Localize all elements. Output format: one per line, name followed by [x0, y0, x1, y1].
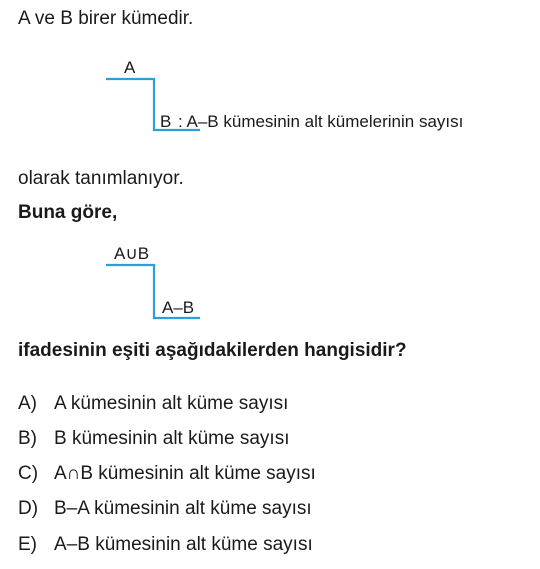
option-text: A∩B kümesinin alt küme sayısı [54, 463, 316, 484]
question-text: ifadesinin eşiti aşağıdakilerden hangisidir? [18, 340, 407, 361]
option-text: B–A kümesinin alt küme sayısı [54, 498, 312, 519]
definition-bottom-label: B [160, 112, 172, 131]
option-letter: E) [18, 534, 37, 555]
prompt-text: Buna göre, [18, 202, 118, 223]
continuation-text: olarak tanımlanıyor. [18, 168, 184, 189]
definition-top-label: A [124, 58, 136, 77]
option-letter: A) [18, 393, 37, 414]
option-text: A kümesinin alt küme sayısı [54, 393, 289, 414]
option-text: A–B kümesinin alt küme sayısı [54, 534, 313, 555]
option-letter: C) [18, 463, 39, 484]
intro-text: A ve B birer kümedir. [18, 8, 194, 29]
option-text: B kümesinin alt küme sayısı [54, 428, 290, 449]
definition-description: : A–B kümesinin alt kümelerinin sayısı [178, 112, 464, 131]
option-letter: D) [18, 498, 39, 519]
option-letter: B) [18, 428, 37, 449]
expression-top-label: A∪B [114, 244, 150, 263]
expression-bottom-label: A–B [162, 298, 195, 317]
